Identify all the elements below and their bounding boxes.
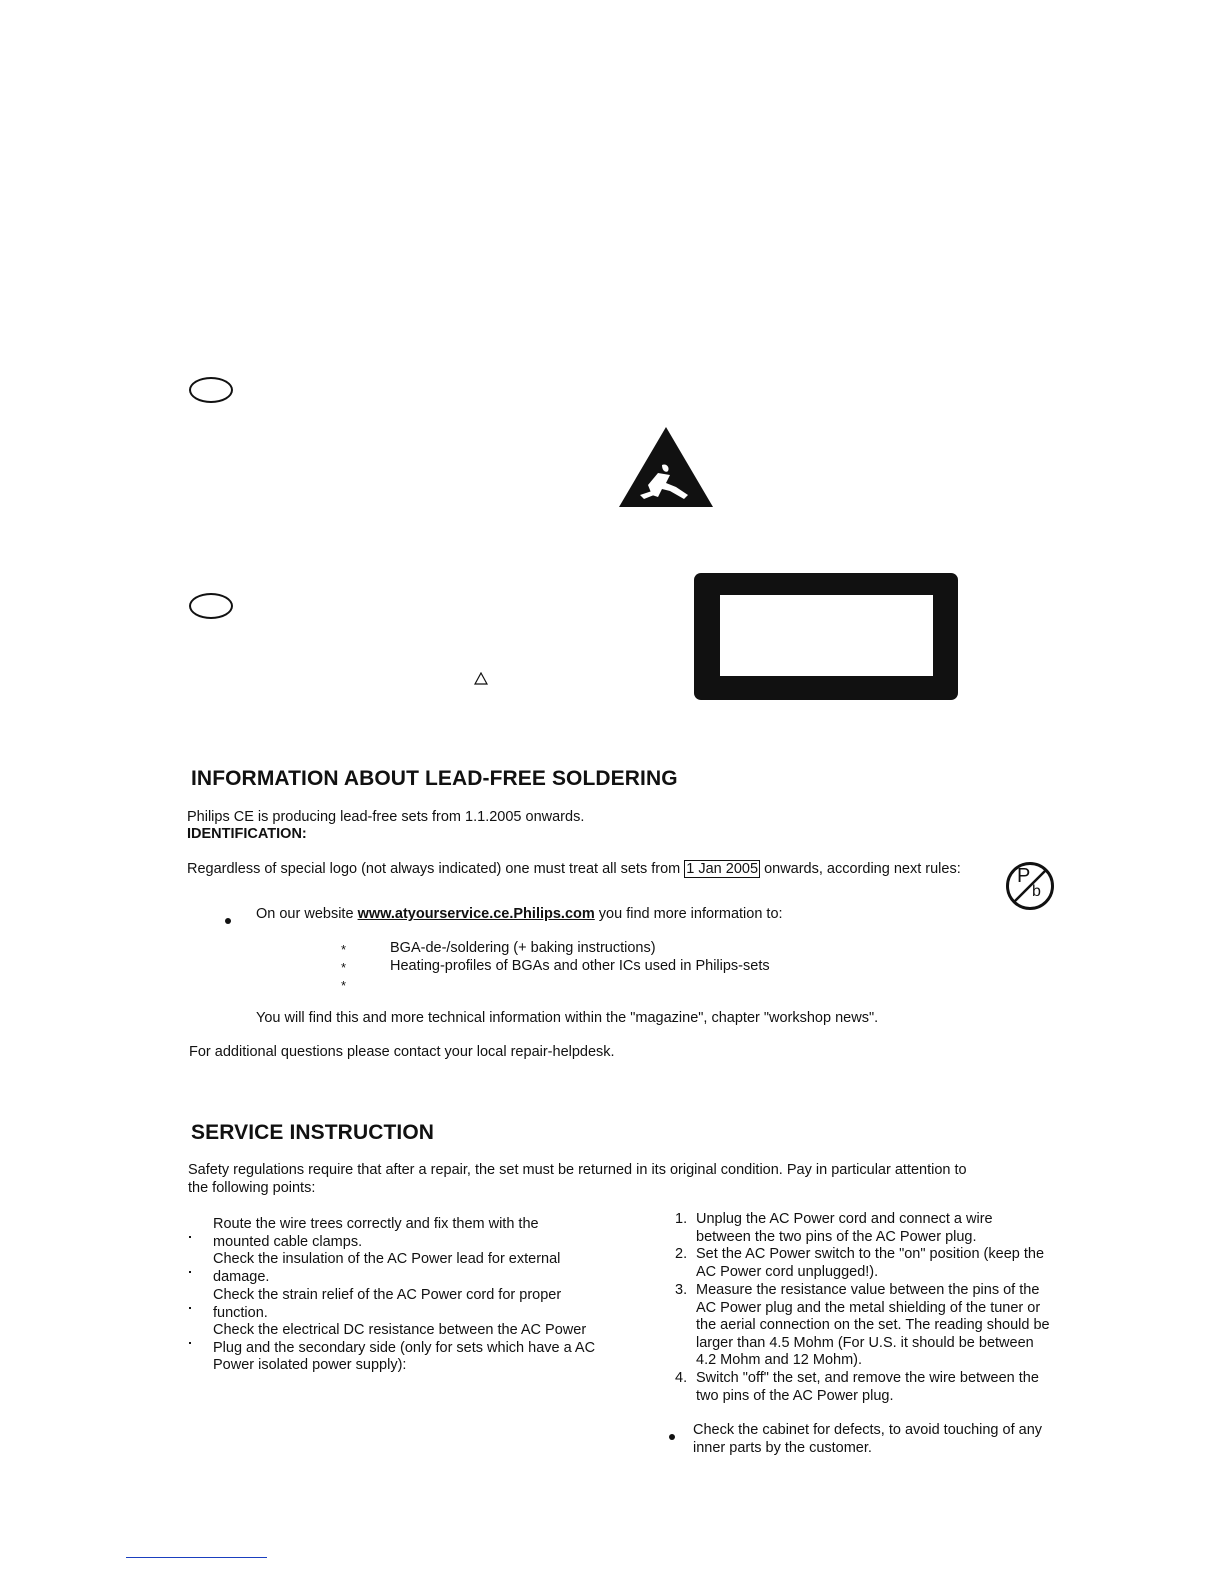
website-bullet: [225, 911, 231, 929]
pb-letter-b: b: [1032, 883, 1041, 900]
lead-free-heading: INFORMATION ABOUT LEAD-FREE SOLDERING: [191, 767, 678, 790]
lead-free-rule: [187, 861, 961, 879]
lead-free-intro: Philips CE is producing lead-free sets from 1.1.2005 onwards.: [187, 809, 585, 825]
step-2: [696, 1246, 1044, 1281]
magazine-note: You will find this and more technical information within the "magazine", chapter "workshop news".: [256, 1010, 879, 1026]
step-3: [696, 1282, 1050, 1370]
cabinet-check-line-1: Check the cabinet for defects, to avoid touching of any: [693, 1422, 1043, 1438]
left-item-dot-3: [189, 1296, 191, 1314]
step-4-number: 4.: [675, 1370, 688, 1386]
left-item-3-line-1: Check the strain relief of the AC Power cord for proper: [213, 1287, 562, 1303]
contact-note: For additional questions please contact your local repair-helpdesk.: [189, 1044, 615, 1060]
identification-label: IDENTIFICATION:: [187, 826, 307, 842]
left-item-2: [213, 1251, 560, 1286]
left-item-dot-4: [189, 1331, 191, 1349]
step-2-number: 2.: [675, 1246, 688, 1262]
esd-warning-icon: [618, 425, 714, 509]
cabinet-check: [693, 1422, 1042, 1457]
left-item-1-line-1: Route the wire trees correctly and fix them with the: [213, 1216, 539, 1232]
step-3-line-3: the aerial connection on the set. The reading should be: [696, 1317, 1050, 1333]
step-3-line-1: Measure the resistance value between the pins of the: [696, 1282, 1040, 1298]
sub-item-star-2: *: [341, 960, 347, 975]
footer-rule: [126, 1557, 267, 1558]
left-item-1: [213, 1216, 539, 1251]
website-link[interactable]: www.atyourservice.ce.Philips.com: [357, 906, 595, 922]
empty-oval-marker-2: [189, 593, 233, 619]
left-item-2-line-1: Check the insulation of the AC Power lead for external: [213, 1251, 561, 1267]
service-intro-line-1: Safety regulations require that after a repair, the set must be returned in its original condition. Pay in particular attention to: [188, 1162, 967, 1178]
label-frame-blank-area: [720, 595, 933, 676]
service-heading: SERVICE INSTRUCTION: [191, 1121, 435, 1144]
step-1-line-2: between the two pins of the AC Power plug.: [696, 1228, 977, 1245]
step-1: [696, 1211, 993, 1246]
step-3-number: 3.: [675, 1282, 688, 1298]
left-item-3-line-2: function.: [213, 1304, 268, 1321]
step-3-line-5: 4.2 Mohm and 12 Mohm).: [696, 1352, 863, 1368]
cabinet-check-line-2: inner parts by the customer.: [693, 1439, 872, 1456]
step-4: [696, 1370, 1039, 1405]
left-item-dot-2: [189, 1260, 191, 1278]
step-4-line-1: Switch "off" the set, and remove the wire between the: [696, 1370, 1039, 1386]
empty-oval-marker-1: [189, 377, 233, 403]
step-1-number: 1.: [675, 1211, 688, 1227]
rule-date-box: 1 Jan 2005: [686, 861, 759, 877]
sub-item-star-3: *: [341, 978, 347, 993]
pb-letter-p: P: [1017, 865, 1031, 887]
step-2-line-1: Set the AC Power switch to the "on" position (keep the: [696, 1246, 1045, 1262]
left-item-4-line-1: Check the electrical DC resistance between the AC Power: [213, 1322, 587, 1338]
service-intro-line-2: the following points:: [188, 1180, 316, 1196]
sub-item-2: Heating-profiles of BGAs and other ICs used in Philips-sets: [390, 958, 770, 974]
sub-item-star-1: *: [341, 942, 347, 957]
step-1-line-1: Unplug the AC Power cord and connect a wire: [696, 1211, 993, 1227]
sub-item-1: BGA-de-/soldering (+ baking instructions): [390, 940, 656, 956]
step-3-line-2: AC Power plug and the metal shielding of the tuner or: [696, 1299, 1041, 1316]
left-item-1-line-2: mounted cable clamps.: [213, 1233, 363, 1250]
rule-text-before: Regardless of special logo (not always indicated) one must treat all sets from: [187, 861, 681, 877]
left-item-4-line-3: Power isolated power supply):: [213, 1357, 407, 1373]
left-item-4: [213, 1322, 595, 1375]
cabinet-bullet: [669, 1427, 675, 1445]
pb-free-logo: [1005, 861, 1055, 911]
left-item-2-line-2: damage.: [213, 1268, 270, 1285]
left-item-3: [213, 1287, 561, 1322]
website-text-before: On our website: [256, 906, 354, 922]
step-3-line-4: larger than 4.5 Mohm (For U.S. it should be between: [696, 1334, 1034, 1351]
step-4-line-2: two pins of the AC Power plug.: [696, 1387, 894, 1404]
rule-text-after: onwards, according next rules:: [764, 861, 961, 877]
step-2-line-2: AC Power cord unplugged!).: [696, 1263, 879, 1280]
website-line: [256, 906, 783, 924]
website-text-after: you find more information to:: [598, 906, 783, 922]
left-item-4-line-2: Plug and the secondary side (only for sets which have a AC: [213, 1339, 596, 1356]
left-item-dot-1: [189, 1225, 191, 1243]
triangle-warning-icon: [474, 672, 488, 685]
